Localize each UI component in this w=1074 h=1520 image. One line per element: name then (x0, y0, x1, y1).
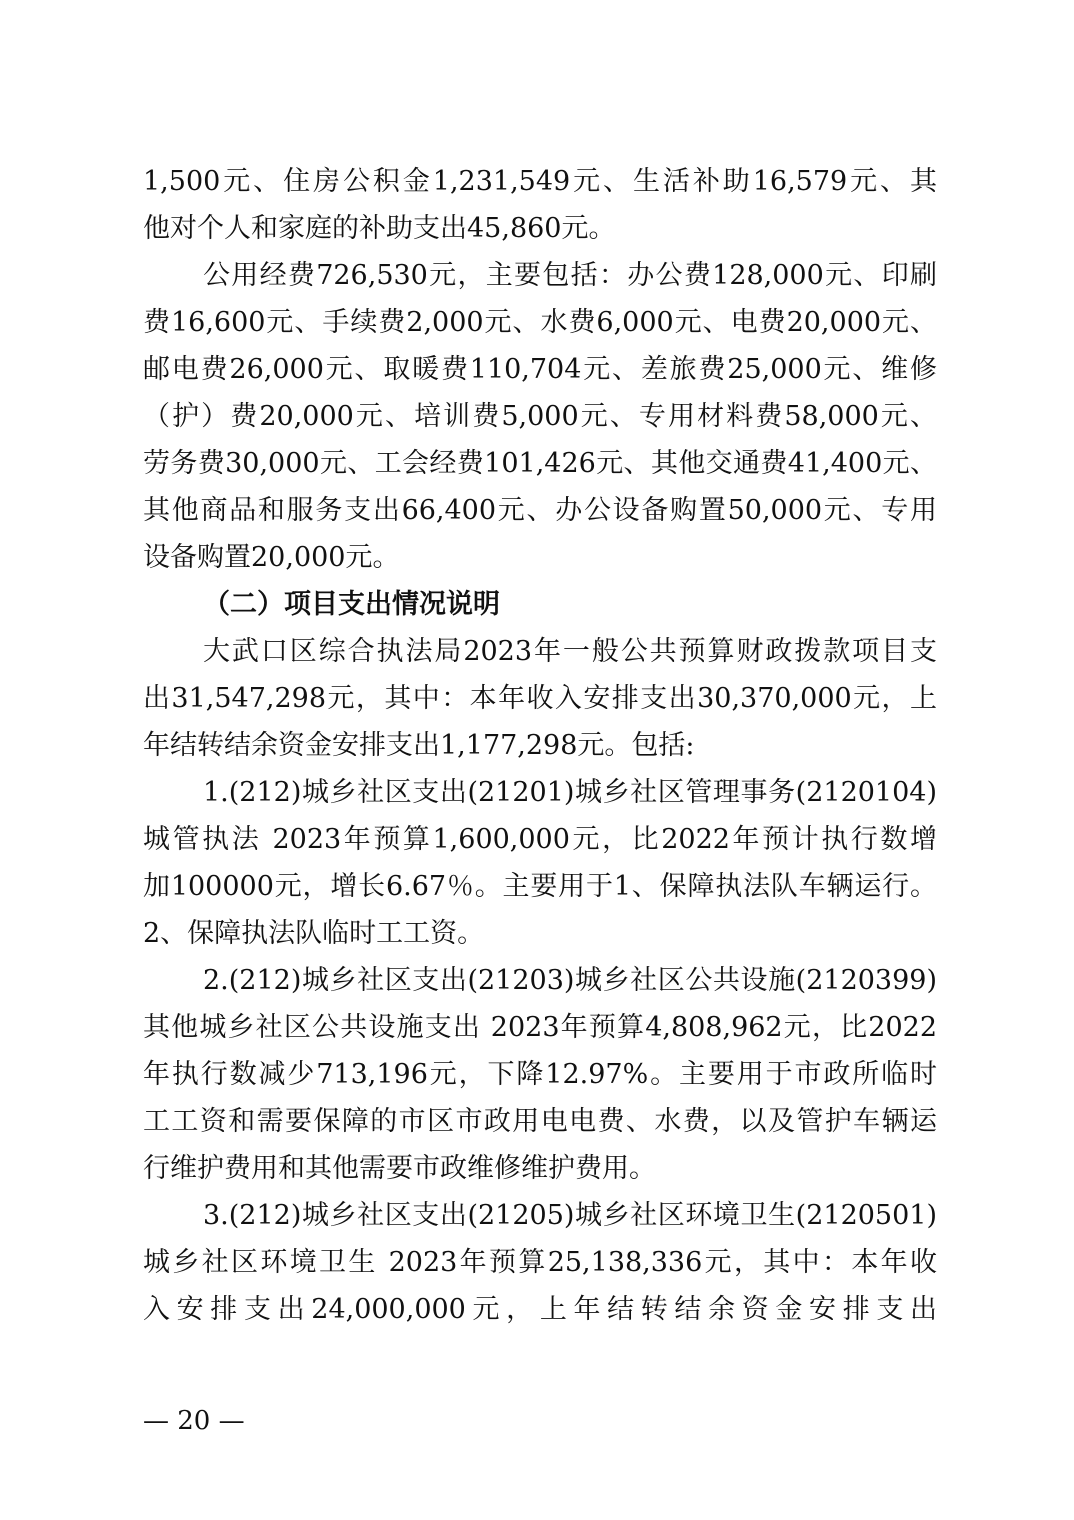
text-line: 劳务费30,000元、工会经费101,426元、其他交通费41,400元、 (143, 448, 937, 479)
text-line: 他对个人和家庭的补助支出45,860元。 (143, 213, 616, 244)
text-line: 其他城乡社区公共设施支出 2023年预算4,808,962元，比2022 (143, 1012, 937, 1043)
section-heading: （二）项目支出情况说明 (203, 589, 500, 620)
page-number: — 20 — (143, 1406, 245, 1436)
text-line: 1.(212)城乡社区支出(21201)城乡社区管理事务(2120104) (203, 777, 937, 808)
text-line: 城管执法 2023年预算1,600,000元，比2022年预计执行数增 (143, 824, 937, 855)
text-line: 工工资和需要保障的市区市政用电电费、水费，以及管护车辆运 (143, 1106, 937, 1137)
text-line: 年结转结余资金安排支出1,177,298元。包括: (143, 730, 695, 761)
text-line: 大武口区综合执法局2023年一般公共预算财政拨款项目支 (203, 636, 937, 667)
text-line: 3.(212)城乡社区支出(21205)城乡社区环境卫生(2120501) (203, 1200, 937, 1231)
text-line: 行维护费用和其他需要市政维修维护费用。 (143, 1153, 656, 1184)
text-line: 加100000元，增长6.67％。主要用于1、保障执法队车辆运行。 (143, 871, 937, 902)
text-line: 费16,600元、手续费2,000元、水费6,000元、电费20,000元、 (143, 307, 937, 338)
text-line: 1,500元、住房公积金1,231,549元、生活补助16,579元、其 (143, 166, 937, 197)
text-line: 出31,547,298元，其中：本年收入安排支出30,370,000元，上 (143, 683, 937, 714)
text-line: 2、保障执法队临时工工资。 (143, 918, 485, 949)
text-line: 城乡社区环境卫生 2023年预算25,138,336元，其中：本年收 (143, 1247, 937, 1278)
text-line: 其他商品和服务支出66,400元、办公设备购置50,000元、专用 (143, 495, 937, 526)
text-line: （护）费20,000元、培训费5,000元、专用材料费58,000元、 (143, 401, 937, 432)
text-line: 2.(212)城乡社区支出(21203)城乡社区公共设施(2120399) (203, 965, 937, 996)
text-line: 公用经费726,530元，主要包括：办公费128,000元、印刷 (203, 260, 937, 291)
text-line: 年执行数减少713,196元，下降12.97%。主要用于市政所临时 (143, 1059, 937, 1090)
text-line: 邮电费26,000元、取暖费110,704元、差旅费25,000元、维修 (143, 354, 937, 385)
text-line: 入安排支出24,000,000元，上年结转结余资金安排支出 (143, 1294, 937, 1325)
text-line: 设备购置20,000元。 (143, 542, 400, 573)
